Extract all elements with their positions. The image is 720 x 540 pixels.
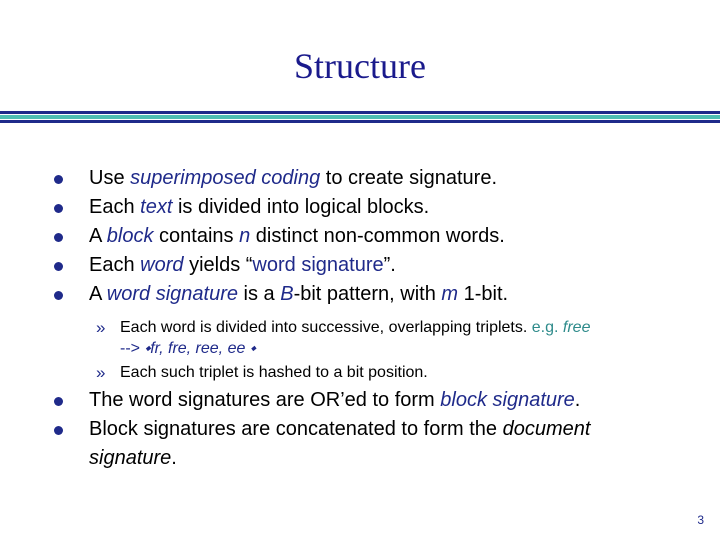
bullet-item: The word signatures are OR’ed to form block signature.: [0, 386, 720, 415]
bullet-dot-icon: [54, 262, 63, 271]
bullet-dot-icon: [54, 233, 63, 242]
bullet-dot-icon: [54, 291, 63, 300]
sub-bullet-item: » Each word is divided into successive, overlapping triplets. e.g. free --> ⬩fr, fre, ree, ee ⬩: [96, 318, 591, 357]
bullet-item: Each text is divided into logical blocks.: [0, 193, 720, 222]
bullet-list: [0, 164, 720, 473]
bullet-dot-icon: [54, 397, 63, 406]
bullet-item: Each word yields “word signature”.: [0, 251, 720, 280]
bullet-item: Block signatures are concatenated to form the document signature.: [0, 415, 720, 473]
bullet-dot-icon: [54, 426, 63, 435]
bullet-dot-icon: [54, 204, 63, 213]
title-divider-bottom: [0, 120, 720, 123]
bullet-item: A word signature is a B-bit pattern, with m 1-bit.: [0, 280, 720, 309]
page-number: 3: [697, 513, 704, 527]
bullet-dot-icon: [54, 175, 63, 184]
bullet-item: A block contains n distinct non-common words.: [0, 222, 720, 251]
chevron-right-icon: »: [96, 318, 106, 337]
slide-title: Structure: [294, 46, 426, 86]
chevron-right-icon: »: [96, 363, 106, 382]
title-divider-middle: [0, 115, 720, 119]
bullet-item: Use superimposed coding to create signature.: [0, 164, 720, 193]
sub-bullet-item: » Each such triplet is hashed to a bit position.: [96, 363, 428, 382]
title-divider-top: [0, 111, 720, 114]
